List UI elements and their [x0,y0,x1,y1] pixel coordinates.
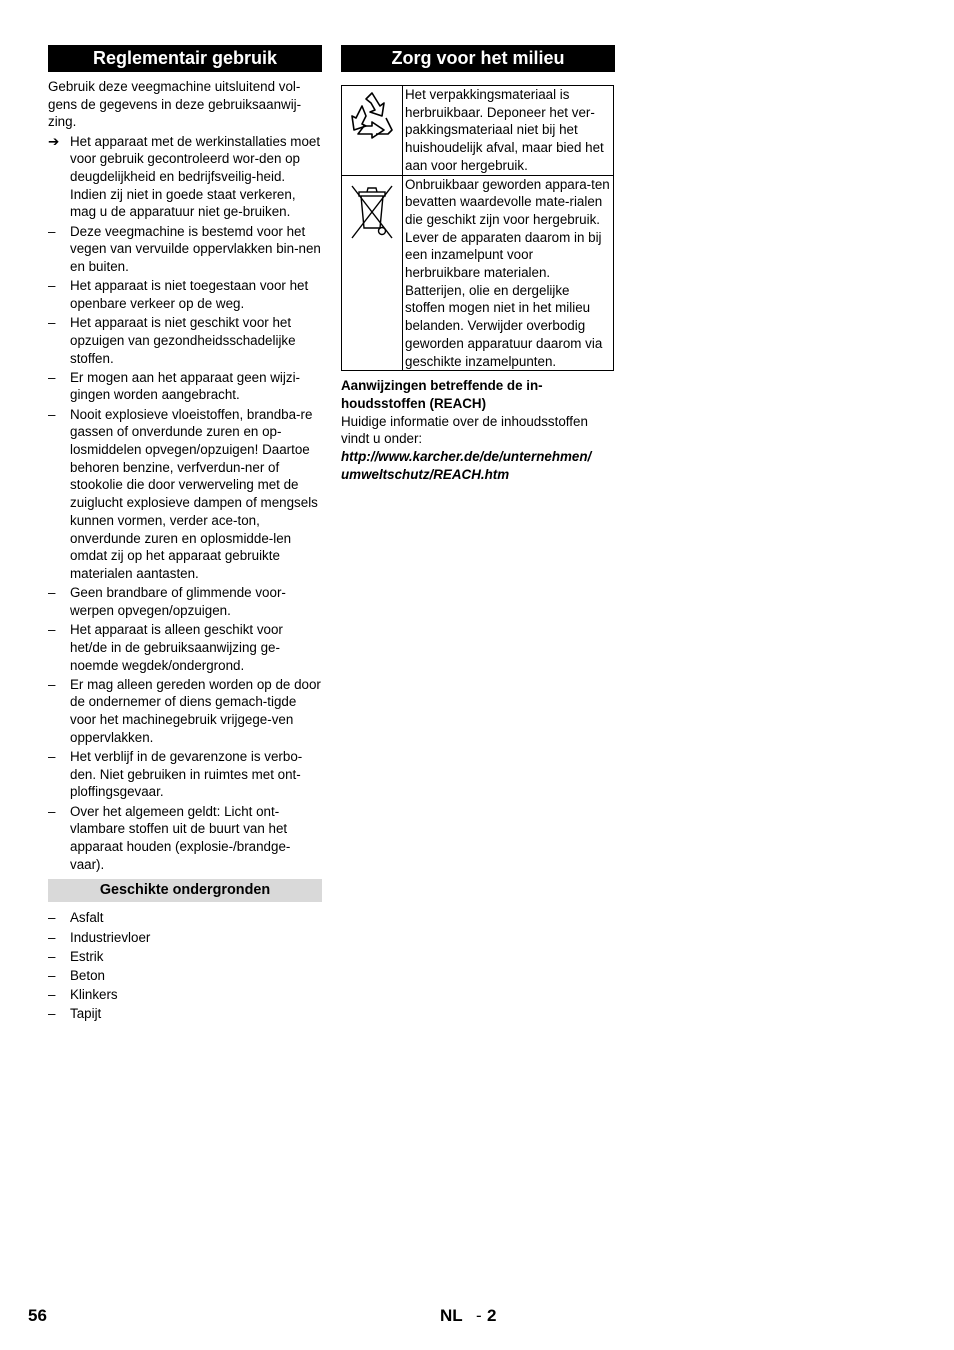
dash-icon: – [48,406,56,422]
dash-icon: – [48,948,56,964]
reach-link-line-1[interactable]: http://www.karcher.de/de/unternehmen/ [341,449,592,465]
usage-list [48,223,322,874]
list-item-text: Het apparaat is alleen geschikt voor het/de in de gebruiksaanwijzing ge-noemde wegdek/ondergrond. [70,622,283,673]
list-item [48,314,322,367]
surface-name: Industrievloer [70,929,151,945]
table-cell-text: Onbruikbaar geworden appara-ten bevatten waardevolle mate-rialen die geschikt zijn voor hergebruik. Lever de apparaten daarom in bij een inzamelpunt voor herbruikbare materialen. Batterijen, olie en dergelijke stoffen mogen niet in het milieu belanden. Verwijder overbodig geworden apparatuur daarom via geschikte inzamelpunten. [403,175,614,371]
footer-language: NL [440,1306,463,1325]
list-item [48,406,322,583]
list-item [48,369,322,404]
list-item [48,621,322,674]
list-item [48,967,322,985]
list-item [48,223,322,276]
dash-icon: – [48,929,56,945]
left-column [48,45,322,1023]
list-item [48,986,322,1004]
dash-icon: – [48,968,56,984]
list-item-text: Het apparaat is niet toegestaan voor het openbare verkeer op de weg. [70,278,309,311]
intro-paragraph: Gebruik deze veegmachine uitsluitend vol-gens de gegevens in deze gebruiksaanwij-zing. [48,79,302,130]
surface-name: Beton [70,968,105,984]
icon-cell [342,175,403,371]
dash-icon: – [48,1006,56,1022]
list-item-text: Er mogen aan het apparaat geen wijzi-gingen worden aangebracht. [70,369,301,403]
reach-heading: Aanwijzingen betreffende de in-houdsstoffen (REACH) [341,378,543,411]
list-item-text: Deze veegmachine is bestemd voor het vegen van vervuilde oppervlakken bin-nen en buiten. [70,223,321,275]
page-number: 56 [28,1306,47,1325]
list-item [48,948,322,966]
list-item [48,748,322,801]
list-item-text: Het apparaat is niet geschikt voor het opzuigen van gezondheidsschadelijke stoffen. [70,315,296,366]
arrow-list-item [48,133,322,222]
environment-table [341,85,614,371]
right-column [341,45,615,483]
surface-name: Klinkers [70,987,118,1003]
footer-sub-page: 2 [487,1306,497,1325]
list-item [48,1005,322,1023]
reach-text: Huidige informatie over de inhoudsstoffen vindt u onder: [341,413,588,447]
dash-icon: – [48,803,56,819]
table-row [342,86,614,176]
surface-name: Tapijt [70,1006,102,1022]
dash-icon: – [48,910,56,926]
list-item [48,909,322,927]
icon-cell [342,86,403,176]
recycle-icon [344,86,400,146]
section-title-milieu: Zorg voor het milieu [341,45,615,72]
crossed-bin-icon [344,176,400,246]
list-item [48,676,322,747]
footer-separator: - [476,1306,482,1325]
list-item [48,803,322,874]
list-item [48,929,322,947]
surface-name: Estrik [70,948,104,964]
dash-icon: – [48,585,56,601]
subheading-ondergronden: Geschikte ondergronden [48,879,322,902]
dash-icon: – [48,749,56,765]
reach-link-line-2[interactable]: umweltschutz/REACH.htm [341,466,510,482]
surface-name: Asfalt [70,910,104,926]
dash-icon: – [48,369,56,385]
dash-icon: – [48,223,56,239]
list-item-text: Er mag alleen gereden worden op de door de ondernemer of diens gemach-tigde voor het machinegebruik vrijgege-ven oppervlakken. [70,676,321,745]
dash-icon: – [48,315,56,331]
section-title-reglementair: Reglementair gebruik [48,45,322,72]
dash-icon: – [48,987,56,1003]
table-row [342,175,614,371]
list-item [48,277,322,312]
arrow-right-icon: ➔ [48,133,60,149]
table-cell-text: Het verpakkingsmateriaal is herbruikbaar. Deponeer het ver-pakkingsmateriaal niet bij het huishoudelijk afval, maar bied het aan voor hergebruik. [403,86,614,176]
list-item-text: Over het algemeen geldt: Licht ont-vlambare stoffen uit de buurt van het apparaat houden (explosie-/brandge-vaar). [70,803,291,872]
dash-icon: – [48,278,56,294]
dash-icon: – [48,676,56,692]
list-item-text: Nooit explosieve vloeistoffen, brandba-re gassen of onverdunde zuren en op-losmiddelen opvegen/opzuigen! Daartoe behoren benzine, verfverdun-ner of stookolie die door verwerveling met de zuiglucht explosieve dampen of mengsels kunnen vormen, verder ace-ton, onverdunde zuren en oplosmidde-len omdat zij op het apparaat gebruikte materialen aantasten. [70,406,318,581]
list-item [48,584,322,619]
arrow-item-text: Het apparaat met de werkinstallaties moet voor gebruik gecontroleerd wor-den op deugdelijkheid en bedrijfsveilig-heid. Indien zij niet in goede staat verkeren, mag u de apparatuur niet ge-bruiken. [70,133,321,220]
dash-icon: – [48,622,56,638]
list-item-text: Het verblijf in de gevarenzone is verbo-den. Niet gebruiken in ruimtes met ont-ploffingsgevaar. [70,749,303,800]
surface-list [48,909,322,1023]
list-item-text: Geen brandbare of glimmende voor-werpen opvegen/opzuigen. [70,585,286,618]
